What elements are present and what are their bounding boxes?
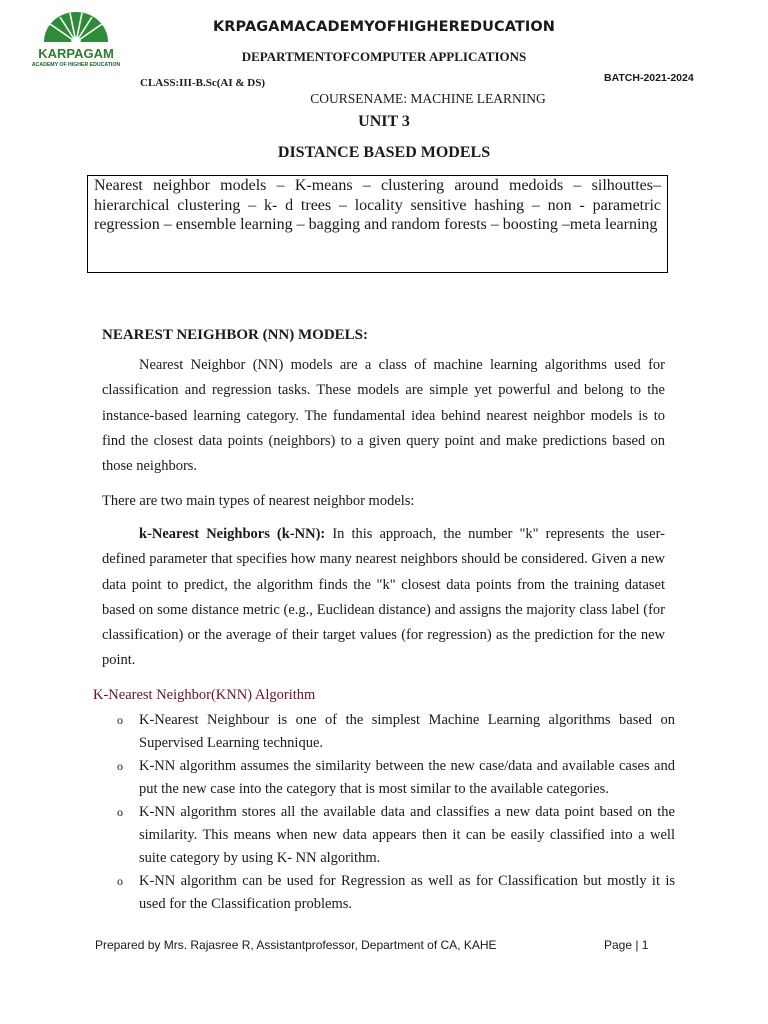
footer-prepared-by: Prepared by Mrs. Rajasree R, Assistantprofessor, Department of CA, KAHE (95, 938, 497, 952)
svg-text:ACADEMY OF HIGHER EDUCATION: ACADEMY OF HIGHER EDUCATION (31, 62, 121, 68)
institution-name: KRPAGAMACADEMYOFHIGHEREDUCATION (212, 19, 556, 35)
class-label: CLASS:III-B.Sc(AI & DS) (140, 77, 265, 89)
section-heading: NEAREST NEIGHBOR (NN) MODELS: (102, 327, 369, 343)
types-intro: There are two main types of nearest neighbor models: (102, 493, 415, 509)
bullet-icon: o (117, 874, 123, 888)
knn-bullet-list (117, 709, 675, 916)
knn-term: k-Nearest Neighbors (k-NN): (139, 526, 326, 542)
page-number: Page | 1 (604, 938, 649, 952)
knn-algorithm-heading: K-Nearest Neighbor(KNN) Algorithm (93, 687, 316, 703)
list-item: o K-Nearest Neighbour is one of the simplest Machine Learning algorithms based on Supervised Learning technique. (117, 709, 675, 755)
batch-label: BATCH-2021-2024 (604, 72, 694, 84)
list-item: o K-NN algorithm stores all the available data and classifies a new data point based on the similarity. This means when new data appears then it can be easily classified into a well suite category by using K- NN algorithm. (117, 801, 675, 870)
nn-paragraph: Nearest Neighbor (NN) models are a class of machine learning algorithms used for classification and regression tasks. These models are simple yet powerful and belong to the instance-based learning category. The fundamental idea behind nearest neighbor models is to find the closest data points (neighbors) to a given query point and make predictions based on those neighbors. (102, 357, 665, 475)
department-name: DEPARTMENTOFCOMPUTER APPLICATIONS (241, 49, 527, 64)
list-item: o K-NN algorithm assumes the similarity between the new case/data and available cases and put the new case into the category that is most similar to the available categories. (117, 755, 675, 801)
unit-label: UNIT 3 (358, 113, 410, 130)
page-title: DISTANCE BASED MODELS (277, 144, 491, 161)
svg-text:KARPAGAM: KARPAGAM (38, 46, 114, 61)
list-item: o K-NN algorithm can be used for Regression as well as for Classification but mostly it is used for the Classification problems. (117, 870, 675, 916)
bullet-icon: o (117, 713, 123, 727)
knn-description: In this approach, the number "k" represents the user-defined parameter that specifies how many nearest neighbors should be considered. Given a new data point to predict, the algorithm finds the "k" closest data points from the training dataset based on some distance metric (e.g., Euclidean distance) and assigns the majority class label (for classification) or the average of their target values (for regression) as the prediction for the new point. (102, 526, 665, 669)
bullet-icon: o (117, 805, 123, 819)
knn-paragraph (102, 522, 665, 674)
bullet-icon: o (117, 759, 123, 773)
topics-box: Nearest neighbor models – K-means – clustering around medoids – silhouttes– hierarchical clustering – k- d trees – locality sensitive hashing – non - parametric regression – ensemble learning – bagging and random forests – boosting –meta learning (87, 175, 668, 273)
course-name: COURSENAME: MACHINE LEARNING (310, 91, 546, 106)
